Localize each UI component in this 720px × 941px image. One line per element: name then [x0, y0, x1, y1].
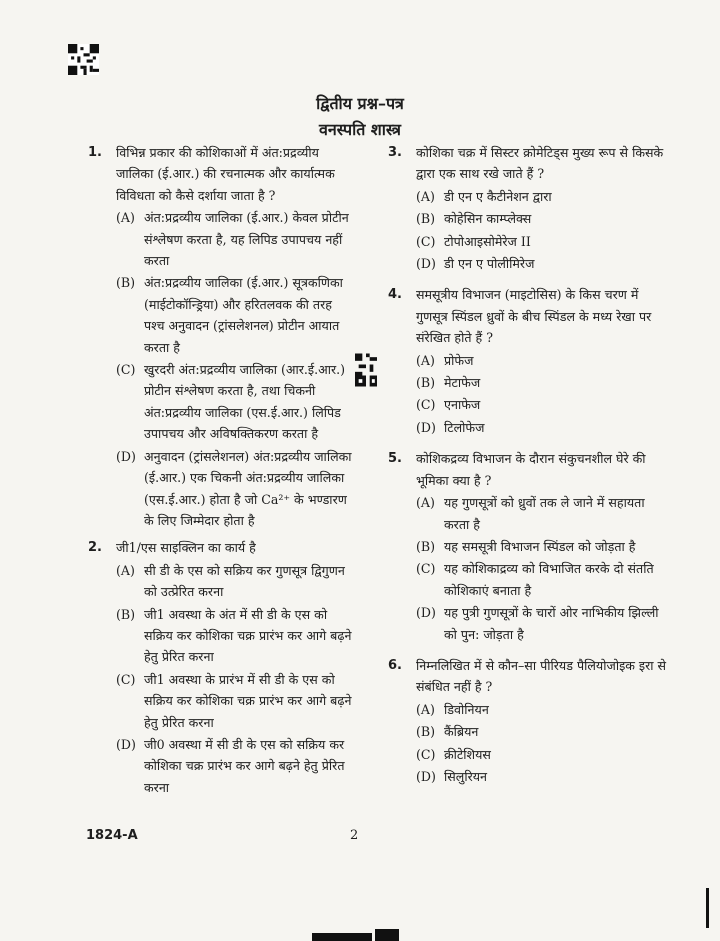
- option-label: (D): [416, 419, 436, 435]
- question-text: जी1/एस साइक्लिन का कार्य है: [116, 540, 256, 556]
- option-c: [416, 744, 670, 765]
- option-text: सिलुरियन: [444, 768, 488, 784]
- question-number: 6.: [388, 657, 402, 673]
- scan-artifact: [706, 888, 709, 928]
- option-c: [416, 394, 670, 415]
- option-text: एनाफेज: [444, 397, 481, 413]
- option-label: (B): [416, 211, 436, 227]
- option-label: (C): [416, 397, 436, 413]
- option-d: [116, 734, 356, 798]
- question-5: [388, 448, 670, 645]
- option-label: (A): [116, 210, 135, 226]
- question-4: [388, 284, 670, 438]
- option-text: मेटाफेज: [444, 375, 481, 391]
- option-a: [116, 560, 356, 603]
- option-label: (C): [116, 671, 136, 687]
- option-a: [116, 207, 356, 271]
- option-a: [416, 699, 670, 720]
- option-c: [116, 669, 356, 733]
- question-text: कोशिकद्रव्य विभाजन के दौरान संकुचनशील घेरे की भूमिका क्या है ?: [416, 451, 646, 488]
- option-a: [416, 350, 670, 371]
- option-label: (A): [416, 495, 435, 511]
- option-label: (A): [416, 701, 435, 717]
- paper-title: द्वितीय प्रश्न–पत्र: [316, 94, 404, 113]
- option-text: कैंब्रियन: [444, 724, 479, 740]
- question-number: 4.: [388, 287, 402, 303]
- option-text: सी डी के एस को सक्रिय कर गुणसूत्र द्विगुणन को उत्प्रेरित करना: [144, 562, 345, 600]
- right-column: [388, 142, 670, 793]
- option-label: (B): [416, 375, 436, 391]
- option-c: [416, 231, 670, 252]
- option-b: [416, 721, 670, 742]
- option-text: कोहेसिन काम्प्लेक्स: [444, 211, 532, 227]
- question-number: 1.: [88, 145, 102, 160]
- option-text: यह समसूत्री विभाजन स्पिंडल को जोड़ता है: [444, 538, 636, 554]
- option-label: (B): [116, 606, 136, 622]
- option-text: अंत:प्रद्रव्यीय जालिका (ई.आर.) सूत्रकणिका (माईटोकॉन्ड्रिया) और हरितलवक की तरह पश्च अनुवादन (ट्रांसलेशनल) प्रोटीन आयात करता है: [144, 275, 343, 355]
- question-number: 3.: [388, 145, 402, 160]
- option-label: (B): [116, 275, 136, 291]
- option-d: [116, 446, 356, 532]
- option-label: (B): [416, 724, 436, 740]
- question-1: [88, 142, 356, 531]
- question-number: 2.: [88, 540, 102, 556]
- option-label: (C): [116, 362, 136, 378]
- option-label: (A): [416, 188, 435, 204]
- question-text: निम्नलिखित में से कौन–सा पीरियड पैलियोजोइक इरा से संबंधित नहीं है ?: [416, 657, 667, 695]
- option-c: [416, 558, 670, 601]
- option-text: यह गुणसूत्रों को ध्रुवों तक ले जाने में सहायता करता है: [444, 495, 645, 532]
- option-label: (A): [116, 562, 135, 578]
- option-label: (C): [416, 746, 436, 762]
- qr-code-icon: [355, 353, 377, 387]
- question-6: [388, 655, 670, 787]
- option-text: डी एन ए पोलीमिरेज: [444, 256, 535, 272]
- question-3: [388, 142, 670, 274]
- option-text: डी एन ए कैटीनेशन द्वारा: [444, 188, 552, 204]
- option-text: क्रीटेशियस: [444, 746, 491, 762]
- option-text: अंत:प्रद्रव्यीय जालिका (ई.आर.) केवल प्रोटीन संश्लेषण करता है, यह लिपिड उपापचय नहीं करता: [144, 210, 349, 269]
- question-2: [88, 537, 356, 798]
- option-label: (D): [116, 448, 136, 464]
- option-text: डिवोनियन: [444, 701, 489, 717]
- option-a: [416, 186, 670, 207]
- paper-code: 1824-A: [86, 828, 138, 843]
- option-d: [416, 253, 670, 274]
- left-column: [88, 142, 356, 804]
- option-text: टोपोआइसोमेरेज II: [444, 233, 531, 249]
- scan-artifact: [375, 929, 399, 941]
- option-text: टिलोफेज: [444, 419, 485, 435]
- option-label: (D): [116, 736, 136, 752]
- qr-code-icon: [68, 44, 99, 75]
- option-b: [416, 372, 670, 393]
- question-number: 5.: [388, 451, 402, 467]
- subject-title: वनस्पति शास्त्र: [318, 120, 401, 139]
- scan-artifact: [312, 933, 372, 941]
- question-text: समसूत्रीय विभाजन (माइटोसिस) के किस चरण में गुणसूत्र स्पिंडल ध्रुवों के बीच स्पिंडल के मध्य रेखा पर संरेखित होते हैं ?: [416, 287, 652, 346]
- option-label: (C): [416, 233, 436, 249]
- option-text: खुरदरी अंत:प्रद्रव्यीय जालिका (आर.ई.आर.) प्रोटीन संश्लेषण करता है, तथा चिकनी अंत:प्रद्रव्यीय जालिका (एस.ई.आर.) लिपिड उपापचय और अविषक्तिकरण करता है: [144, 362, 346, 442]
- option-label: (D): [416, 768, 436, 784]
- option-label: (D): [416, 256, 436, 272]
- option-d: [416, 602, 670, 645]
- option-b: [116, 604, 356, 668]
- option-text: जी0 अवस्था में सी डी के एस को सक्रिय कर कोशिका चक्र प्रारंभ कर आगे बढ़ने हेतु प्रेरित करना: [144, 736, 345, 795]
- option-label: (A): [416, 352, 435, 368]
- option-d: [416, 766, 670, 787]
- page-number: 2: [350, 828, 359, 843]
- option-text: अनुवादन (ट्रांसलेशनल) अंत:प्रद्रव्यीय जालिका (ई.आर.) एक चिकनी अंत:प्रद्रव्यीय जालिका (एस.ई.आर.) होता है जो Ca²⁺ के भण्डारण के लिए जिम्मेदार होता है: [144, 448, 352, 528]
- option-text: जी1 अवस्था के अंत में सी डी के एस को सक्रिय कर कोशिका चक्र प्रारंभ कर आगे बढ़ने हेतु प्रेरित करना: [144, 606, 352, 665]
- option-label: (C): [416, 561, 436, 577]
- option-c: [116, 359, 356, 445]
- question-text: विभिन्न प्रकार की कोशिकाओं में अंत:प्रद्रव्यीय जालिका (ई.आर.) की रचनात्मक और कार्यात्मक विविधता को कैसे दर्शाया जाता है ?: [116, 145, 335, 203]
- question-text: कोशिका चक्र में सिस्टर क्रोमेटिड्स मुख्य रूप से किसके द्वारा एक साथ रखे जाते हैं ?: [416, 145, 664, 182]
- option-text: प्रोफेज: [444, 352, 474, 368]
- option-b: [116, 272, 356, 358]
- option-text: जी1 अवस्था के प्रारंभ में सी डी के एस को सक्रिय कर कोशिका चक्र प्रारंभ कर आगे बढ़ने हेतु प्रेरित करना: [144, 671, 352, 730]
- option-a: [416, 492, 670, 535]
- option-text: यह कोशिकाद्रव्य को विभाजित करके दो संतति कोशिकाएं बनाता है: [444, 561, 654, 598]
- option-b: [416, 536, 670, 557]
- option-label: (D): [416, 605, 436, 621]
- option-label: (B): [416, 538, 436, 554]
- option-b: [416, 208, 670, 229]
- option-d: [416, 417, 670, 438]
- option-text: यह पुत्री गुणसूत्रों के चारों ओर नाभिकीय झिल्ली को पुन: जोड़ता है: [444, 605, 659, 642]
